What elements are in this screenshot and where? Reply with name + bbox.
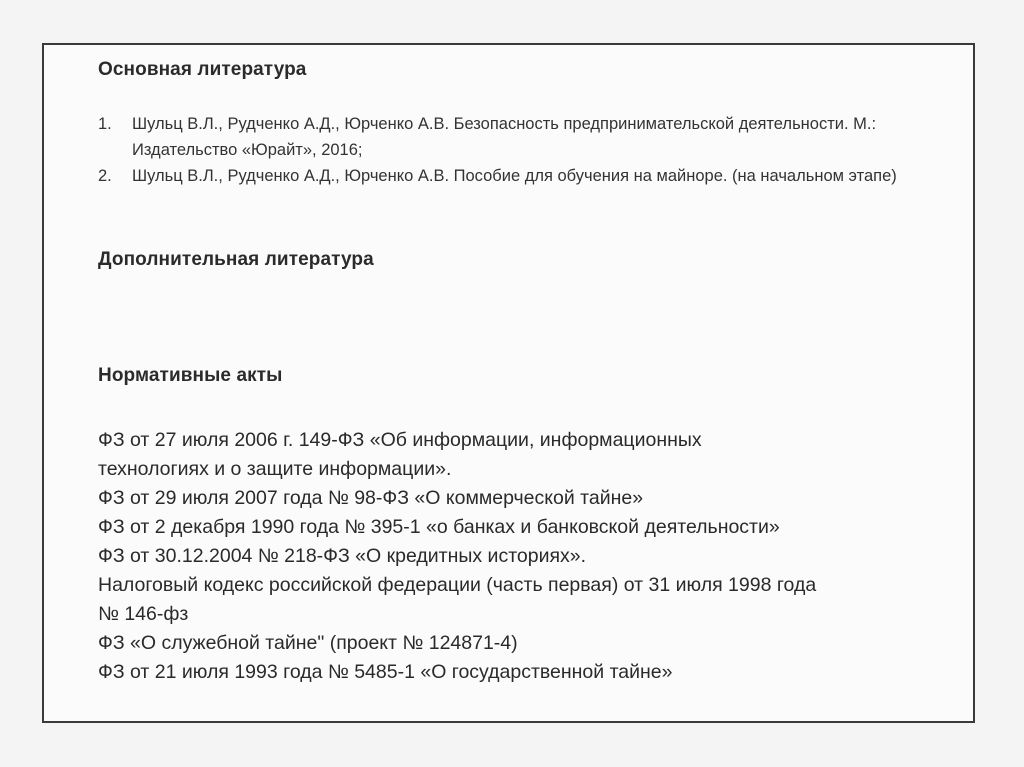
act-line: № 146-фз — [98, 603, 189, 625]
act-line: ФЗ «О служебной тайне" (проект № 124871-4) — [98, 632, 518, 654]
main-literature-heading: Основная литература — [98, 59, 307, 80]
act-line: ФЗ от 30.12.2004 № 218-ФЗ «О кредитных историях». — [98, 545, 587, 567]
act-line: ФЗ от 2 декабря 1990 года № 395-1 «о банках и банковской деятельности» — [98, 516, 780, 538]
list-item — [98, 111, 918, 163]
list-item-number: 1. — [98, 115, 112, 133]
additional-literature-heading: Дополнительная литература — [98, 249, 374, 270]
normative-acts-list — [98, 426, 958, 687]
list-item-number: 2. — [98, 167, 112, 185]
list-item-text: Шульц В.Л., Рудченко А.Д., Юрченко А.В. Пособие для обучения на майноре. (на начальном этапе) — [132, 167, 897, 185]
act-line: ФЗ от 29 июля 2007 года № 98-ФЗ «О коммерческой тайне» — [98, 487, 644, 509]
act-line: ФЗ от 21 июля 1993 года № 5485-1 «О государственной тайне» — [98, 661, 673, 683]
act-line: технологиях и о защите информации». — [98, 458, 452, 480]
act-line: ФЗ от 27 июля 2006 г. 149-ФЗ «Об информации, информационных — [98, 429, 702, 451]
list-item-text: Шульц В.Л., Рудченко А.Д., Юрченко А.В. Безопасность предпринимательской деятельности. М.: Издательство «Юрайт», 2016; — [132, 115, 877, 159]
list-item — [98, 163, 918, 189]
act-line: Налоговый кодекс российской федерации (часть первая) от 31 июля 1998 года — [98, 574, 817, 596]
main-literature-list — [98, 111, 918, 189]
normative-acts-heading: Нормативные акты — [98, 365, 283, 386]
slide-frame — [42, 43, 975, 723]
